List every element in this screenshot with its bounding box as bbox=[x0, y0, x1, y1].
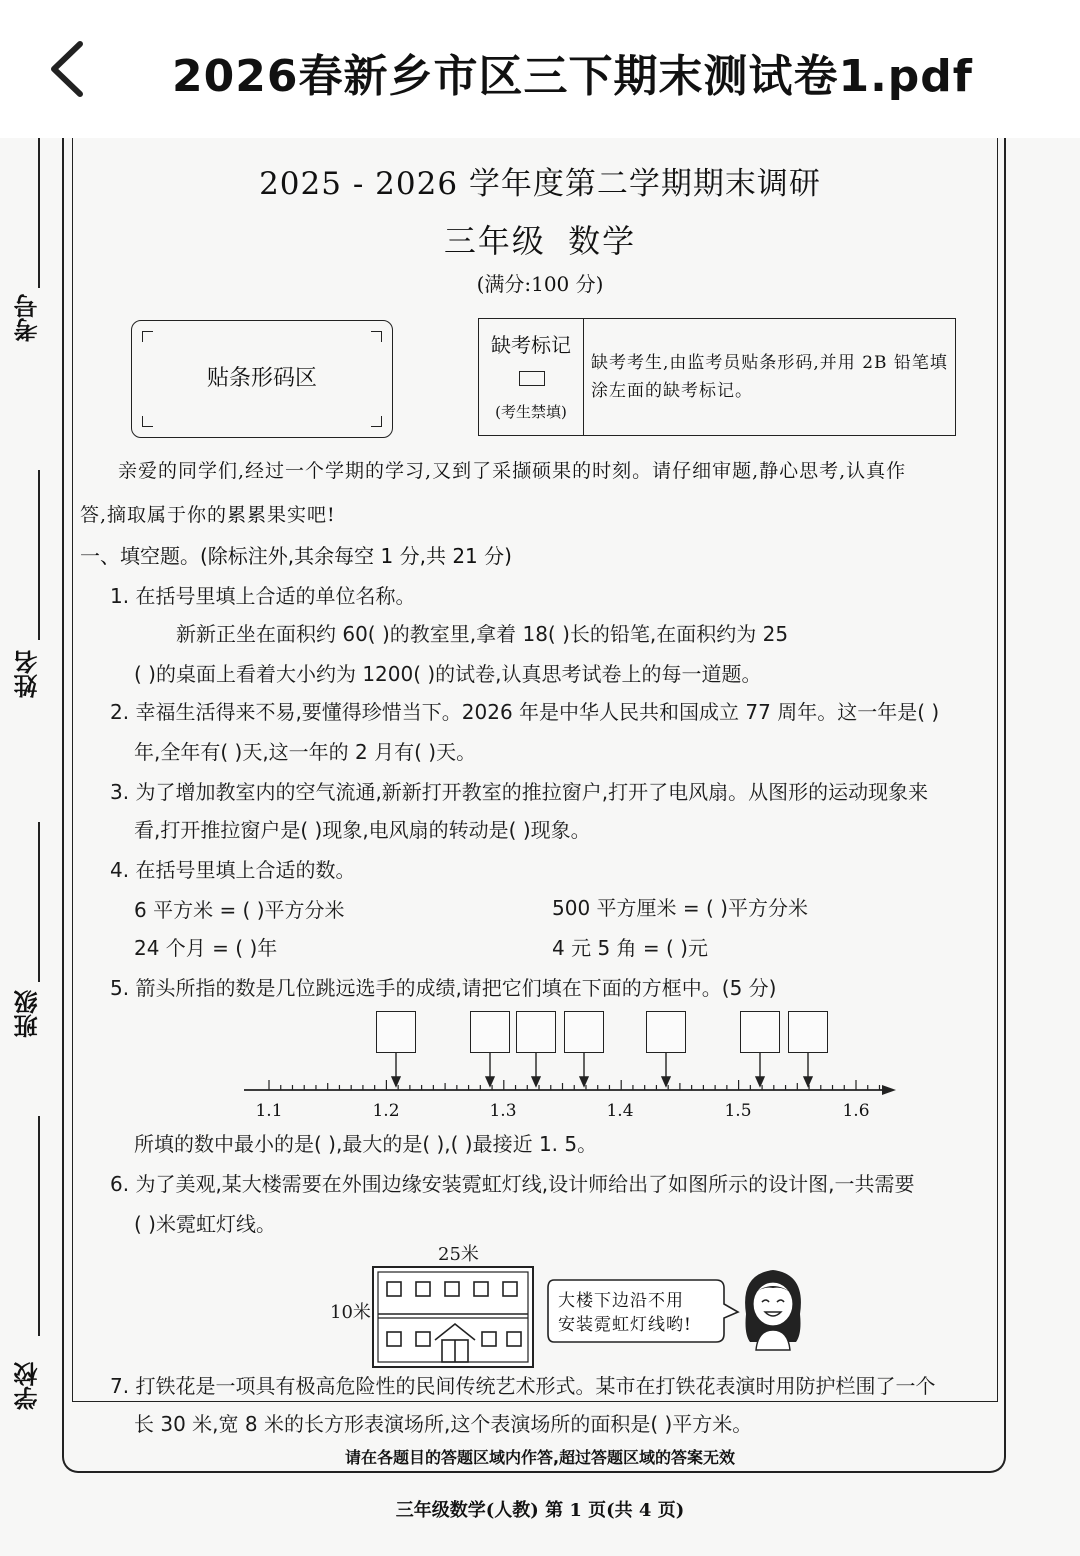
absent-checkbox[interactable] bbox=[519, 371, 545, 386]
chevron-left-icon[interactable] bbox=[44, 38, 92, 100]
absent-mark-cell bbox=[479, 319, 584, 435]
exam-title: 2025 - 2026 学年度第二学期期末调研 bbox=[259, 166, 821, 202]
tick-label: 1.4 bbox=[606, 1101, 634, 1121]
number-line-answer-box[interactable] bbox=[516, 1011, 556, 1053]
tick-label: 1.3 bbox=[489, 1101, 517, 1121]
arrow-icon bbox=[882, 1085, 896, 1095]
class-label: 班级 bbox=[14, 990, 42, 1038]
number-line-answer-box[interactable] bbox=[564, 1011, 604, 1053]
school-label: 学校 bbox=[14, 1362, 42, 1410]
question-7-line-2: 长 30 米,宽 8 米的长方形表演场所,这个表演场所的面积是( )平方米。 bbox=[134, 1412, 753, 1436]
question-3-line-1: 3. 为了增加教室内的空气流通,新新打开教室的推拉窗户,打开了电风扇。从图形的运动现象来 bbox=[110, 780, 929, 804]
number-line-answer-box[interactable] bbox=[646, 1011, 686, 1053]
question-2-line-1: 2. 幸福生活得来不易,要懂得珍惜当下。2026 年是中华人民共和国成立 77 周年。这一年是( ) bbox=[110, 700, 940, 724]
question-2-line-2: 年,全年有( )天,这一年的 2 月有( )天。 bbox=[134, 740, 477, 764]
tick-label: 1.1 bbox=[255, 1101, 283, 1121]
building-width-label: 25米 bbox=[438, 1244, 479, 1265]
question-1-line-1: 新新正坐在面积约 60( )的教室里,拿着 18( )长的铅笔,在面积约为 25 bbox=[176, 622, 789, 646]
speech-text-line-2: 安装霓虹灯线哟! bbox=[558, 1315, 692, 1335]
binding-line bbox=[38, 1116, 40, 1336]
question-4b: 500 平方厘米 = ( )平方分米 bbox=[552, 896, 808, 920]
building-height-label: 10米 bbox=[330, 1302, 371, 1323]
intro-line-2: 答,摘取属于你的累累果实吧! bbox=[80, 504, 336, 526]
question-5-answer: 所填的数中最小的是( ),最大的是( ),( )最接近 1. 5。 bbox=[134, 1132, 598, 1156]
app-header bbox=[0, 0, 1080, 138]
number-line-answer-box[interactable] bbox=[740, 1011, 780, 1053]
barcode-area bbox=[131, 320, 393, 438]
building-illustration bbox=[370, 1264, 540, 1374]
tick-label: 1.5 bbox=[724, 1101, 752, 1121]
number-line bbox=[236, 1053, 900, 1123]
answer-area-warning: 请在各题目的答题区域内作答,超过答题区域的答案无效 bbox=[344, 1448, 736, 1467]
question-7-line-1: 7. 打铁花是一项具有极高危险性的民间传统艺术形式。某市在打铁花表演时用防护栏围了一个 bbox=[110, 1374, 936, 1398]
question-1-title: 1. 在括号里填上合适的单位名称。 bbox=[110, 584, 416, 608]
section-heading: 一、填空题。(除标注外,其余每空 1 分,共 21 分) bbox=[80, 544, 512, 568]
absent-mark-note: (考生禁填) bbox=[495, 403, 567, 421]
binding-strip bbox=[0, 138, 62, 1478]
full-score: (满分:100 分) bbox=[476, 272, 604, 296]
question-4d: 4 元 5 角 = ( )元 bbox=[552, 936, 708, 960]
absent-mark-title: 缺考标记 bbox=[491, 333, 571, 357]
pdf-page[interactable] bbox=[0, 138, 1080, 1556]
speech-text-line-1: 大楼下边沿不用 bbox=[558, 1291, 684, 1311]
question-4c: 24 个月 = ( )年 bbox=[134, 936, 278, 960]
question-4-title: 4. 在括号里填上合适的数。 bbox=[110, 858, 356, 882]
corner-mark bbox=[142, 416, 153, 427]
exam-number-label: 考号 bbox=[14, 294, 42, 342]
corner-mark bbox=[371, 331, 382, 342]
question-6-line-2: ( )米霓虹灯线。 bbox=[134, 1212, 276, 1236]
document-title: 2026春新乡市区三下期末测试卷1.pdf bbox=[172, 51, 973, 102]
question-3-line-2: 看,打开推拉窗户是( )现象,电风扇的转动是( )现象。 bbox=[134, 818, 591, 842]
binding-line bbox=[38, 470, 40, 640]
tick-label: 1.6 bbox=[842, 1101, 870, 1121]
tick-label: 1.2 bbox=[372, 1101, 400, 1121]
question-6-line-1: 6. 为了美观,某大楼需要在外围边缘安装霓虹灯线,设计师给出了如图所示的设计图,一共需要 bbox=[110, 1172, 915, 1196]
number-line-answer-box[interactable] bbox=[788, 1011, 828, 1053]
name-label: 姓名 bbox=[14, 650, 42, 698]
binding-line bbox=[38, 822, 40, 982]
corner-mark bbox=[142, 331, 153, 342]
page-number: 三年级数学(人教) 第 1 页(共 4 页) bbox=[395, 1500, 685, 1521]
intro-line-1: 亲爱的同学们,经过一个学期的学习,又到了采撷硕果的时刻。请仔细审题,静心思考,认真作 bbox=[118, 460, 907, 482]
question-4a: 6 平方米 = ( )平方分米 bbox=[134, 898, 345, 922]
question-1-line-2: ( )的桌面上看着大小约为 1200( )的试卷,认真思考试卷上的每一道题。 bbox=[134, 662, 762, 686]
number-line-answer-box[interactable] bbox=[470, 1011, 510, 1053]
question-5-title: 5. 箭头所指的数是几位跳远选手的成绩,请把它们填在下面的方框中。(5 分) bbox=[110, 976, 777, 1000]
barcode-label: 贴条形码区 bbox=[206, 366, 317, 391]
number-line-answer-box[interactable] bbox=[376, 1011, 416, 1053]
absent-mark-box bbox=[478, 318, 956, 436]
girl-avatar-illustration bbox=[738, 1264, 808, 1352]
exam-subtitle: 三年级 数学 bbox=[443, 222, 637, 260]
corner-mark bbox=[371, 416, 382, 427]
absent-instructions: 缺考考生,由监考员贴条形码,并用 2B 铅笔填涂左面的缺考标记。 bbox=[591, 353, 948, 401]
